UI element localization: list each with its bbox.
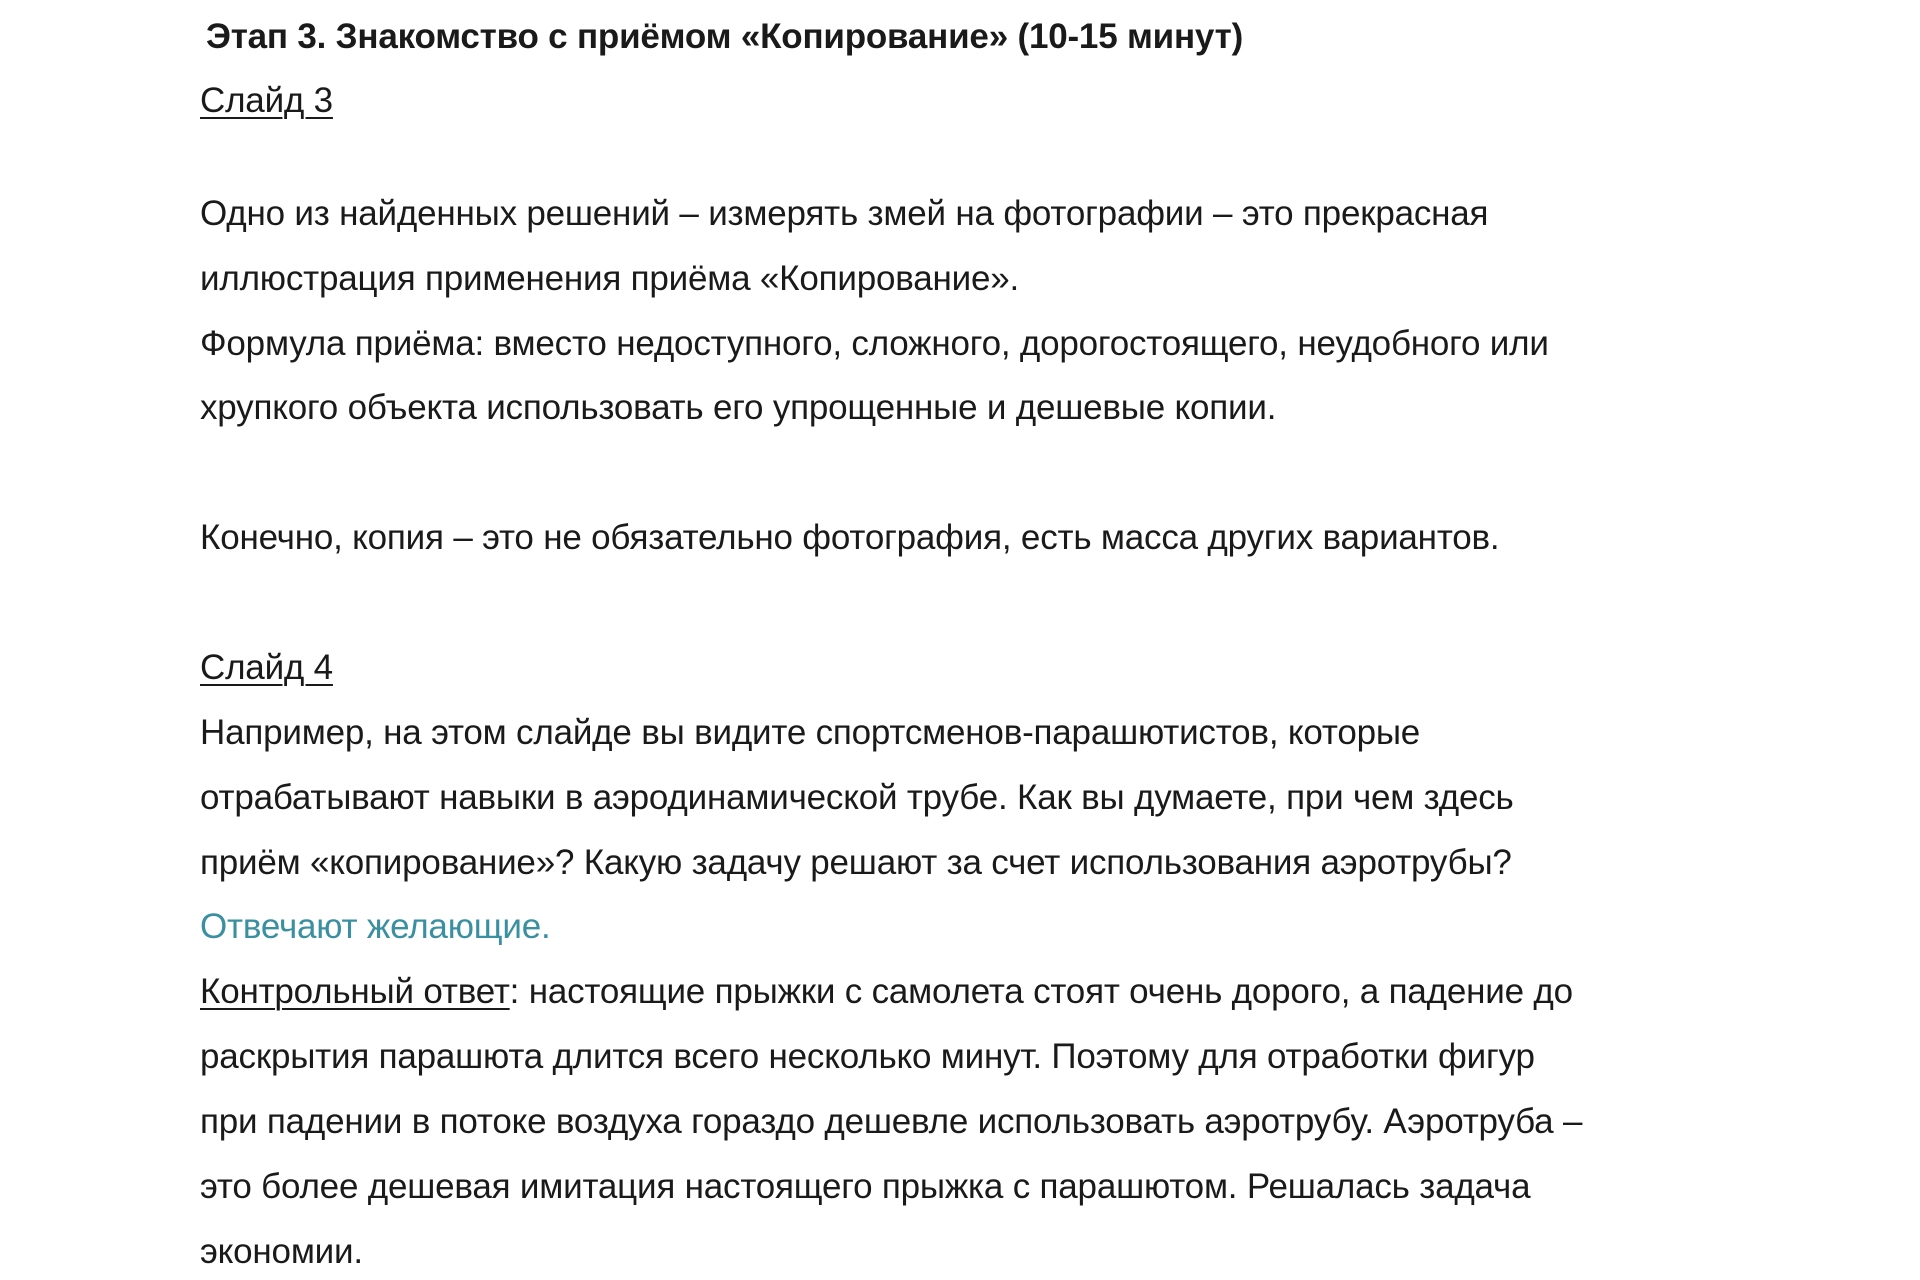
question-line: Например, на этом слайде вы видите спортсменов-парашютистов, которые: [200, 713, 1421, 752]
control-answer-line: экономии.: [200, 1232, 363, 1271]
question-line: отрабатывают навыки в аэродинамической трубе. Как вы думаете, при чем здесь: [200, 778, 1514, 817]
control-answer-line: при падении в потоке воздуха гораздо дешевле использовать аэротрубу. Аэротруба –: [200, 1102, 1583, 1141]
paragraph-line: иллюстрация применения приёма «Копирование».: [200, 259, 1020, 298]
stage-title: Этап 3. Знакомство с приёмом «Копирование» (10-15 минут): [206, 17, 1244, 56]
question-line: приём «копирование»? Какую задачу решают за счет использования аэротрубы?: [200, 843, 1512, 882]
answer-note: Отвечают желающие.: [200, 907, 551, 946]
control-answer-label: Контрольный ответ: [200, 972, 510, 1011]
paragraph-line: Одно из найденных решений – измерять змей на фотографии – это прекрасная: [200, 194, 1489, 233]
paragraph-line: Конечно, копия – это не обязательно фотография, есть масса других вариантов.: [200, 518, 1500, 557]
control-answer-line: раскрытия парашюта длится всего несколько минут. Поэтому для отработки фигур: [200, 1037, 1535, 1076]
formula-line: хрупкого объекта использовать его упрощенные и дешевые копии.: [200, 388, 1277, 427]
slide-3-label: Слайд 3: [200, 81, 333, 120]
formula-line: Формула приёма: вместо недоступного, сложного, дорогостоящего, неудобного или: [200, 324, 1549, 363]
control-answer-text: : настоящие прыжки с самолета стоят очень дорого, а падение до: [509, 972, 1573, 1011]
slide-4-label: Слайд 4: [200, 648, 333, 687]
control-answer-line: это более дешевая имитация настоящего прыжка с парашютом. Решалась задача: [200, 1167, 1531, 1206]
control-answer-line: [200, 970, 1573, 1014]
